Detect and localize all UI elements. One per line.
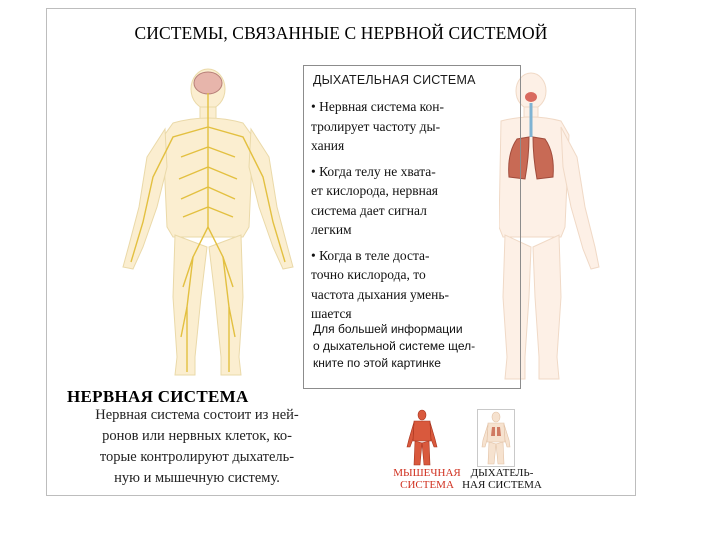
nervous-description: Нервная система состоит из ней- ронов или нервных клеток, ко- торые контролируют дыхатель- ную и мышечную систему.	[95, 407, 299, 486]
slide	[46, 8, 636, 496]
respiratory-heading: ДЫХАТЕЛЬНАЯ СИСТЕМА	[313, 73, 476, 87]
bullet-item: • Когда в теле доста- точно кислорода, то частота дыхания умень- шается	[311, 247, 450, 321]
respiratory-system-label[interactable]: ДЫХАТЕЛЬ- НАЯ СИСТЕМА	[462, 467, 542, 491]
slide-title: СИСТЕМЫ, СВЯЗАННЫЕ С НЕРВНОЙ СИСТЕМОЙ	[134, 23, 548, 43]
nervous-heading: НЕРВНАЯ СИСТЕМА	[67, 387, 249, 406]
bullet-item: • Когда телу не хвата- ет кислорода, нервная система дает сигнал легким	[311, 163, 439, 237]
nervous-system-figure	[103, 57, 313, 387]
bullet-item: • Нервная система кон- тролирует частоту ды- хания	[311, 99, 445, 153]
muscle-system-thumbnail[interactable]	[403, 409, 441, 467]
muscle-system-label[interactable]: МЫШЕЧНАЯ СИСТЕМА	[393, 467, 461, 491]
respiratory-system-thumbnail[interactable]	[477, 409, 515, 467]
more-info-link[interactable]: Для большей информации о дыхательной системе щел- кните по этой картинке	[313, 322, 476, 370]
respiratory-bullet-list	[311, 97, 511, 330]
